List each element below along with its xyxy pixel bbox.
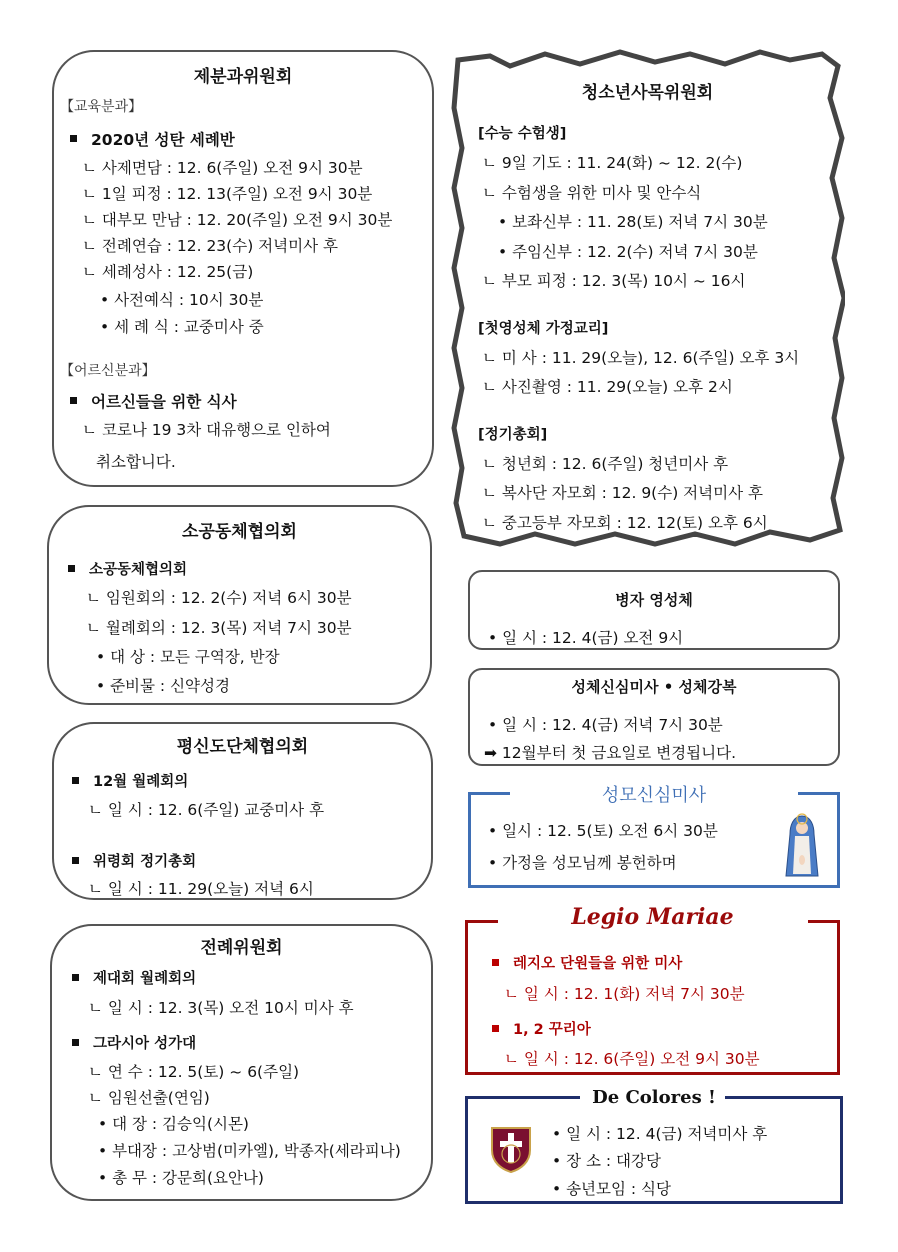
jebun-title: 제분과위원회 (193, 67, 293, 87)
jebun-item: • 사전예식 : 10시 30분 (100, 291, 264, 309)
decolores-item: • 장 소 : 대강당 (552, 1152, 661, 1170)
jeonrye-item: • 대 장 : 김승익(시몬) (98, 1115, 249, 1133)
jebun-heading-elder-meal: 어르신들을 위한 식사 (70, 390, 237, 412)
decolores-item: • 송년모임 : 식당 (552, 1180, 671, 1198)
pyeongsin-item: ㄴ 일 시 : 12. 6(주일) 교중미사 후 (88, 801, 325, 819)
sogong-item: ㄴ 월례회의 : 12. 3(목) 저녁 7시 30분 (86, 619, 352, 637)
pyeongsin-item: ㄴ 일 시 : 11. 29(오늘) 저녁 6시 (88, 880, 314, 898)
youth-cat-assembly: [정기총회] (478, 427, 548, 443)
jeonrye-item: • 부대장 : 고상범(미카엘), 박종자(세라피나) (98, 1142, 401, 1160)
jeonrye-item: ㄴ 임원선출(연임) (88, 1089, 210, 1107)
youth-item: ㄴ 부모 피정 : 12. 3(목) 10시 ~ 16시 (482, 272, 746, 290)
youth-item: ㄴ 수험생을 위한 미사 및 안수식 (482, 184, 702, 202)
seongmo-item: • 가정을 성모님께 봉헌하며 (488, 854, 677, 872)
seongche-item: ➡ 12월부터 첫 금요일로 변경됩니다. (484, 744, 736, 762)
youth-item: ㄴ 미 사 : 11. 29(오늘), 12. 6(주일) 오후 3시 (482, 349, 800, 367)
youth-item: • 주임신부 : 12. 2(수) 저녁 7시 30분 (498, 243, 758, 261)
jebun-item: ㄴ 대부모 만남 : 12. 20(주일) 오전 9시 30분 (82, 211, 393, 229)
jebun-elder-item: 취소합니다. (96, 453, 176, 471)
byeongja-title: 병자 영성체 (615, 591, 693, 609)
seongmo-item: • 일시 : 12. 5(토) 오전 6시 30분 (488, 822, 718, 840)
jeonrye-item: ㄴ 일 시 : 12. 3(목) 오전 10시 미사 후 (88, 999, 354, 1017)
virgin-mary-icon (782, 812, 822, 880)
sogong-item: • 대 상 : 모든 구역장, 반장 (96, 648, 280, 666)
youth-item: ㄴ 사진촬영 : 11. 29(오늘) 오후 2시 (482, 378, 733, 396)
jebun-item: ㄴ 세례성사 : 12. 25(금) (82, 263, 254, 281)
sogong-title: 소공동체협의회 (182, 522, 297, 542)
seongche-item: • 일 시 : 12. 4(금) 저녁 7시 30분 (488, 716, 723, 734)
jeonrye-heading-choir: 그라시아 성가대 (72, 1032, 196, 1053)
byeongja-item: • 일 시 : 12. 4(금) 오전 9시 (488, 629, 684, 647)
youth-cat-suneung: [수능 수험생] (478, 126, 567, 142)
youth-item: ㄴ 9일 기도 : 11. 24(화) ~ 12. 2(수) (482, 154, 743, 172)
jebun-item: ㄴ 1일 피정 : 12. 13(주일) 오전 9시 30분 (82, 185, 373, 203)
decolores-title: De Colores ! (592, 1087, 716, 1108)
pyeongsin-heading-monthly: 12월 월례회의 (72, 770, 188, 791)
sogong-heading: 소공동체협의회 (68, 558, 187, 579)
legio-item: ㄴ 일 시 : 12. 1(화) 저녁 7시 30분 (504, 985, 745, 1003)
legio-heading-curia: 1, 2 꾸리아 (492, 1018, 591, 1039)
jeonrye-title: 전례위원회 (200, 938, 283, 958)
jebun-heading-christmas: 2020년 성탄 세례반 (70, 128, 235, 150)
sogong-item: • 준비물 : 신약성경 (96, 677, 230, 695)
youth-title: 청소년사목위원회 (581, 83, 714, 103)
youth-cat-communion: [첫영성체 가정교리] (478, 321, 609, 337)
decolores-item: • 일 시 : 12. 4(금) 저녁미사 후 (552, 1125, 768, 1143)
legio-title: Legio Mariae (571, 904, 734, 930)
youth-item: ㄴ 중고등부 자모회 : 12. 12(토) 오후 6시 (482, 514, 768, 532)
seongmo-title: 성모신심미사 (601, 785, 707, 806)
legio-item: ㄴ 일 시 : 12. 6(주일) 오전 9시 30분 (504, 1050, 760, 1068)
jeonrye-item: • 총 무 : 강문희(요안나) (98, 1169, 264, 1187)
cursillo-emblem-icon (488, 1124, 534, 1174)
pyeongsin-title: 평신도단체협의회 (176, 737, 309, 757)
jebun-elder-item: ㄴ 코로나 19 3차 대유행으로 인하여 (82, 421, 331, 439)
youth-item: ㄴ 복사단 자모회 : 12. 9(수) 저녁미사 후 (482, 484, 763, 502)
jebun-cat-education: 【교육분과】 (60, 99, 143, 115)
sogong-item: ㄴ 임원회의 : 12. 2(수) 저녁 6시 30분 (86, 589, 352, 607)
jebun-item: ㄴ 전례연습 : 12. 23(수) 저녁미사 후 (82, 237, 338, 255)
jebun-cat-elder: 【어르신분과】 (60, 363, 156, 379)
legio-heading-mass: 레지오 단원들을 위한 미사 (492, 952, 682, 973)
pyeongsin-heading-general: 위령회 정기총회 (72, 850, 196, 871)
youth-item: • 보좌신부 : 11. 28(토) 저녁 7시 30분 (498, 213, 768, 231)
seongche-title: 성체신심미사 • 성체강복 (571, 678, 737, 696)
youth-item: ㄴ 청년회 : 12. 6(주일) 청년미사 후 (482, 455, 729, 473)
jeonrye-item: ㄴ 연 수 : 12. 5(토) ~ 6(주일) (88, 1063, 300, 1081)
jeonrye-heading-altar: 제대회 월례회의 (72, 967, 196, 988)
jebun-item: ㄴ 사제면담 : 12. 6(주일) 오전 9시 30분 (82, 159, 363, 177)
jebun-item: • 세 례 식 : 교중미사 중 (100, 318, 264, 336)
